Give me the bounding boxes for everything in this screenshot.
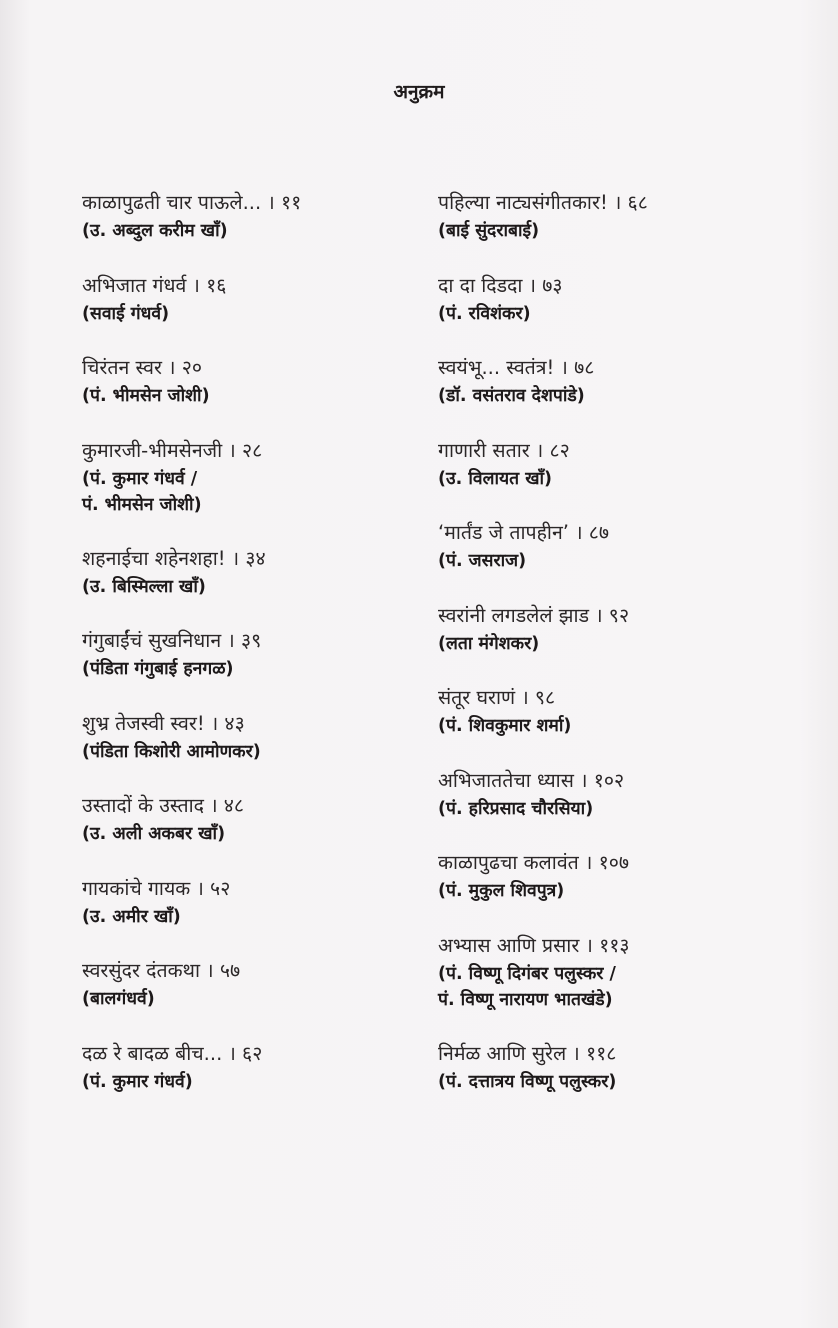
toc-entry: [438, 188, 808, 271]
toc-entry: [82, 791, 422, 874]
toc-entry-title: स्वरांनी लगडलेलं झाड । ९२: [438, 603, 630, 627]
toc-entry-title: काळापुढती चार पाऊले... । ११: [82, 191, 302, 214]
toc-entry-title: शहनाईचा शहेनशहा! । ३४: [82, 546, 266, 570]
toc-entry-title: गाणारी सतार । ८२: [438, 438, 570, 462]
toc-entry-author: (पं. कुमार गंधर्व /: [82, 468, 198, 489]
toc-entry: [82, 436, 422, 544]
toc-entry-title: उस्तादों के उस्ताद । ४८: [82, 794, 245, 817]
toc-entry-title: काळापुढचा कलावंत । १०७: [438, 851, 629, 874]
toc-entry-author: (पं. दत्तात्रय विष्णू पलुस्कर): [438, 1071, 617, 1092]
toc-entry-title: स्वरसुंदर दंतकथा । ५७: [82, 959, 241, 982]
toc-entry-author: (बाई सुंदराबाई): [438, 221, 540, 241]
toc-entry-author: (उ. विलायत खाँ): [438, 468, 553, 489]
toc-entry-author: (उ. बिस्मिल्ला खाँ): [82, 576, 206, 597]
contents-heading: अनुक्रम: [393, 81, 445, 103]
toc-entry: [82, 544, 422, 627]
toc-entry-title: संतूर घराणं । ९८: [438, 686, 556, 709]
toc-entry-author: (पंडिता किशोरी आमोणकर): [82, 741, 261, 762]
toc-entry-author: (पं. कुमार गंधर्व): [82, 1071, 193, 1092]
toc-entry-title: दळ रे बादळ बीच... । ६२: [82, 1041, 263, 1065]
toc-entry: [82, 709, 422, 792]
contents-right-column: [438, 188, 808, 1121]
toc-entry-author: (बालगंधर्व): [82, 989, 155, 1009]
toc-entry-title: कुमारजी-भीमसेनजी । २८: [82, 438, 263, 462]
toc-entry: [438, 931, 808, 1039]
toc-entry-author: (उ. अली अकबर खाँ): [82, 824, 226, 844]
toc-entry-author: (पं. हरिप्रसाद चौरसिया): [438, 798, 594, 819]
toc-entry: [438, 518, 808, 601]
toc-entry: [82, 271, 422, 354]
toc-entry: [82, 188, 422, 271]
toc-entry-title: ‘मार्तंड जे तापहीन’ । ८७: [438, 521, 610, 544]
toc-entry-title: अभिजाततेचा ध्यास । १०२: [438, 768, 625, 792]
toc-entry: [438, 766, 808, 849]
toc-entry-author: (पं. शिवकुमार शर्मा): [438, 716, 572, 736]
toc-entry-author: (पं. भीमसेन जोशी): [82, 386, 210, 406]
toc-entry-author: पं. विष्णू नारायण भातखंडे): [438, 989, 613, 1010]
toc-entry-title: अभिजात गंधर्व । १६: [82, 273, 227, 297]
toc-entry-author: (पं. मुकुल शिवपुत्र): [438, 881, 565, 901]
toc-entry: [438, 848, 808, 931]
toc-entry: [438, 271, 808, 354]
toc-entry: [82, 956, 422, 1039]
toc-entry: [438, 436, 808, 519]
toc-entry-title: अभ्यास आणि प्रसार । ११३: [438, 933, 630, 957]
toc-entry: [82, 1039, 422, 1122]
toc-entry-author: (डॉ. वसंतराव देशपांडे): [438, 386, 585, 406]
toc-entry: [438, 601, 808, 684]
toc-entry: [438, 683, 808, 766]
toc-entry-title: पहिल्या नाट्यसंगीतकार! । ६८: [438, 191, 648, 214]
toc-entry: [82, 874, 422, 957]
contents-left-column: [82, 188, 422, 1121]
toc-entry: [438, 353, 808, 436]
toc-entry: [82, 626, 422, 709]
toc-entry-title: गंगुबाईंचं सुखनिधान । ३९: [82, 629, 262, 652]
toc-entry: [438, 1039, 808, 1122]
toc-entry: [82, 353, 422, 436]
toc-entry-title: चिरंतन स्वर । २०: [82, 356, 203, 379]
toc-entry-author: (पं. रविशंकर): [438, 303, 531, 324]
toc-entry-author: (सवाई गंधर्व): [82, 303, 170, 324]
toc-entry-author: (उ. अब्दुल करीम खाँ): [82, 221, 228, 241]
toc-entry-title: गायकांचे गायक । ५२: [82, 876, 231, 900]
toc-entry-title: दा दा दिडदा । ७३: [438, 273, 563, 297]
toc-entry-title: शुभ्र तेजस्वी स्वर! । ४३: [82, 711, 245, 735]
toc-entry-author: (उ. अमीर खाँ): [82, 906, 181, 927]
toc-entry-title: निर्मळ आणि सुरेल । ११८: [438, 1041, 617, 1065]
toc-entry-author: (पं. विष्णू दिगंबर पलुस्कर /: [438, 963, 616, 984]
toc-entry-author: (लता मंगेशकर): [438, 633, 540, 654]
toc-entry-title: स्वयंभू... स्वतंत्र! । ७८: [438, 356, 595, 379]
toc-entry-author: (पं. जसराज): [438, 551, 527, 571]
toc-entry-author: (पंडिता गंगुबाई हनगळ): [82, 659, 234, 679]
toc-entry-author: पं. भीमसेन जोशी): [82, 494, 202, 515]
